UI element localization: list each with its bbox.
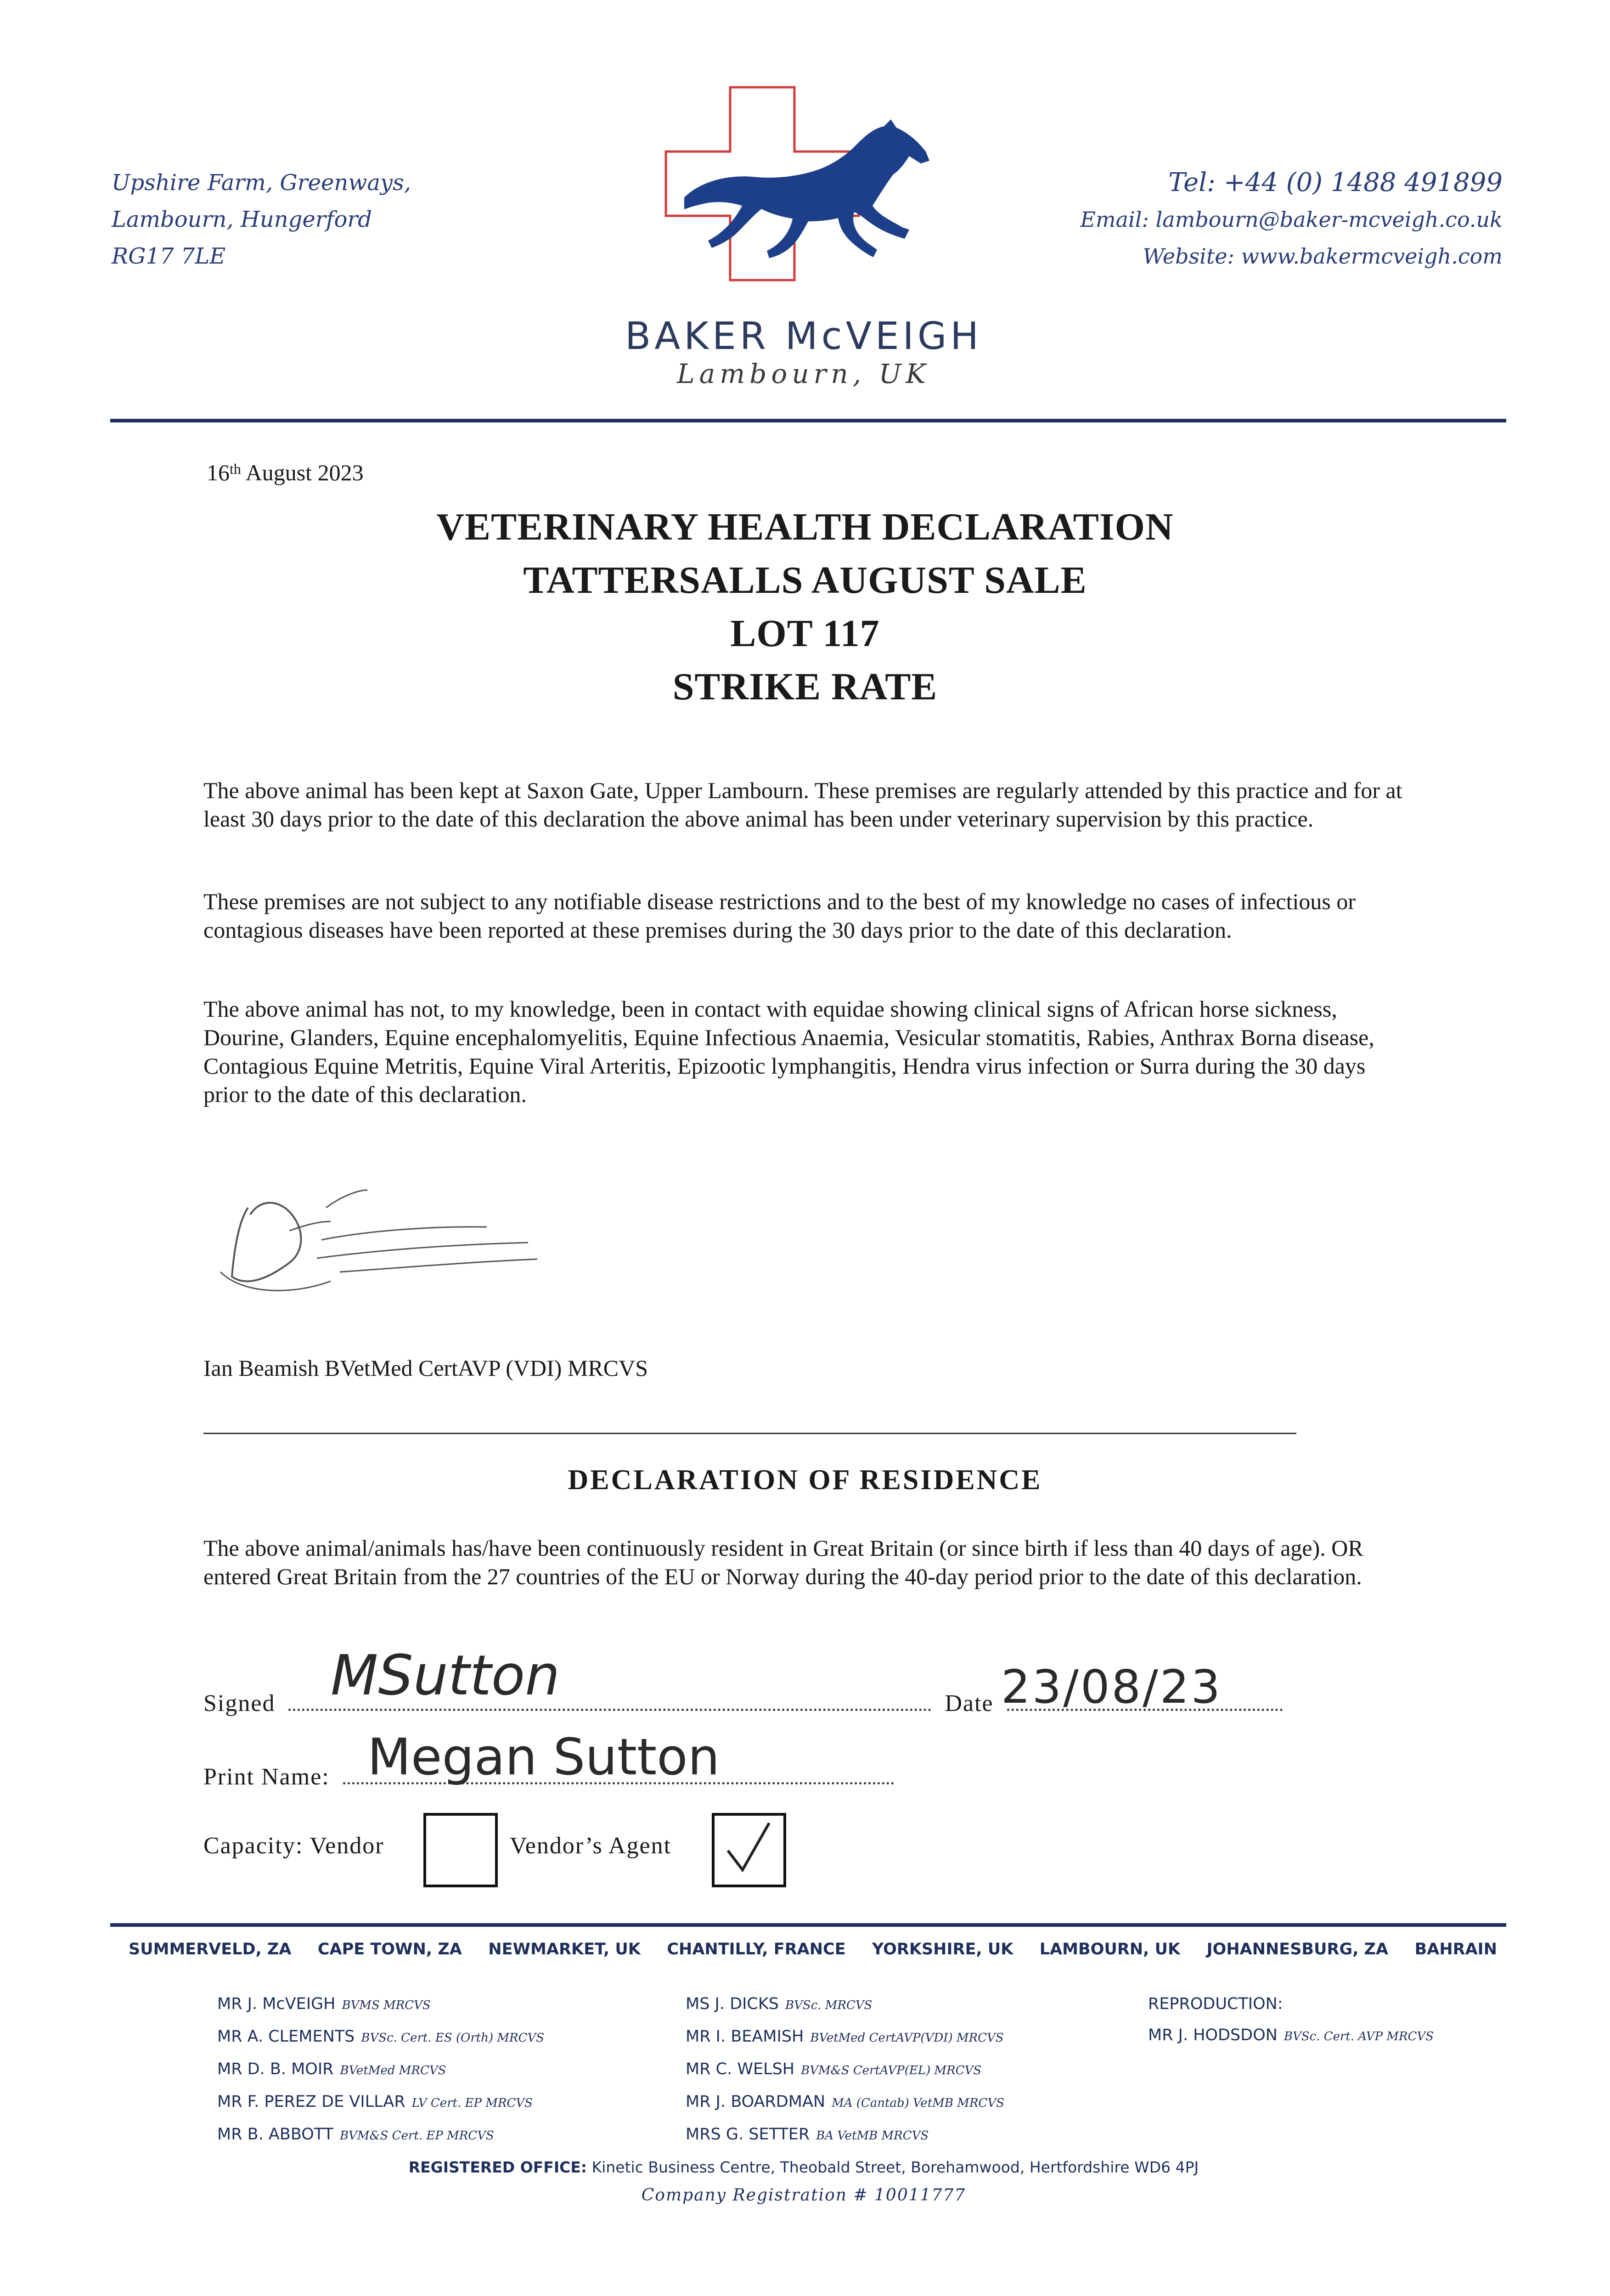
title-line: STRIKE RATE [672,665,938,708]
practice-address [112,164,525,275]
office-locations [129,1940,1497,1958]
website-address: Website: www.bakermcveigh.com [1143,244,1503,269]
staff-column-reproduction [1148,1988,1434,2052]
staff-member: MR I. BEAMISH BVetMed CertAVP(VDI) MRCVS [686,2027,1004,2046]
staff-member: MR J. BOARDMAN MA (Cantab) VetMB MRCVS [686,2093,1004,2111]
staff-member: MR C. WELSH BVM&S CertAVP(EL) MRCVS [686,2060,982,2078]
brand-location: Lambourn, UK [677,358,930,389]
address-line: Lambourn, Hungerford [112,207,372,232]
horse-icon [684,119,929,258]
address-line: RG17 7LE [112,243,226,269]
declaration-date: 16th August 2023 [207,460,364,485]
office-location: SUMMERVELD, ZA [129,1940,292,1958]
office-location: CHANTILLY, FRANCE [667,1940,846,1958]
handwritten-print-name: Megan Sutton [367,1728,720,1786]
title-line: LOT 117 [730,612,880,655]
office-location: LAMBOURN, UK [1039,1940,1181,1958]
baker-mcveigh-logo [615,83,974,285]
reproduction-label: REPRODUCTION: [1148,1995,1283,2013]
staff-member: MR F. PEREZ DE VILLAR LV Cert. EP MRCVS [217,2093,533,2111]
check-icon [719,1818,778,1878]
address-line: Upshire Farm, Greenways, [112,170,411,196]
header-divider [110,419,1506,422]
capacity-vendor-label: Capacity: Vendor [203,1833,384,1859]
vendor-agent-label: Vendor’s Agent [510,1833,672,1859]
residence-title: DECLARATION OF RESIDENCE [568,1464,1042,1496]
handwritten-date: 23/08/23 [1001,1660,1222,1714]
staff-member: MS J. DICKS BVSc. MRCVS [686,1995,873,2013]
vet-signature [193,1157,597,1304]
company-registration: Company Registration # 10011777 [641,2186,966,2205]
staff-member: MR B. ABBOTT BVM&S Cert. EP MRCVS [217,2125,494,2144]
staff-member: MR J. HODSDON BVSc. Cert. AVP MRCVS [1148,2026,1434,2044]
brand-name: BAKER McVEIGH [625,315,983,358]
capacity-row [203,1832,384,1859]
practice-contact [951,164,1503,275]
registered-office: REGISTERED OFFICE: Kinetic Business Centre, Theobald Street, Borehamwood, Hertfordshire WD6 4PJ [408,2158,1199,2176]
office-location: NEWMARKET, UK [488,1940,641,1958]
print-name-label: Print Name: [203,1764,330,1790]
paragraph-disease-restrictions: These premises are not subject to any notifiable disease restrictions and to the best of my knowledge no cases of infectious or contagious diseases have been reported at these premises during the 30 days prior to the date of this declaration. [203,889,1356,943]
staff-member: MRS G. SETTER BA VetMB MRCVS [686,2125,929,2144]
handwritten-signature: MSutton [331,1644,560,1708]
section-divider [203,1433,1296,1434]
staff-column-1 [217,1988,544,2151]
paragraph-supervision: The above animal has been kept at Saxon Gate, Upper Lambourn. These premises are regularly attended by this practice and for at least 30 days prior to the date of this declaration the above animal has been under veterinary supervision by this practice. [203,777,1402,832]
office-location: YORKSHIRE, UK [872,1940,1013,1958]
vendor-checkbox[interactable] [423,1813,498,1887]
staff-member: MR D. B. MOIR BVetMed MRCVS [217,2060,446,2078]
staff-member: MR J. McVEIGH BVMS MRCVS [217,1995,431,2013]
signer-name: Ian Beamish BVetMed CertAVP (VDI) MRCVS [203,1355,648,1381]
signed-label: Signed [203,1690,276,1716]
staff-member: MR A. CLEMENTS BVSc. Cert. ES (Orth) MRCVS [217,2027,545,2046]
office-location: BAHRAIN [1414,1940,1497,1958]
title-line: VETERINARY HEALTH DECLARATION [436,506,1174,548]
paragraph-residence: The above animal/animals has/have been continuously resident in Great Britain (or since birth if less than 40 days of age). OR entered Great Britain from the 27 countries of the EU or Norway during the 40-day period prior to the date of this declaration. [203,1535,1363,1589]
document-title [346,501,1264,714]
staff-column-2 [686,1988,1004,2151]
office-location: JOHANNESBURG, ZA [1206,1940,1389,1958]
phone-number: Tel: +44 (0) 1488 491899 [1168,168,1503,197]
email-address: Email: lambourn@baker-mcveigh.co.uk [1080,207,1503,232]
date-label: Date [945,1690,994,1716]
paragraph-contact-diseases: The above animal has not, to my knowledge, been in contact with equidae showing clinical signs of African horse sickness, Dourine, Glanders, Equine encephalomyelitis, Equine Infectious Anaemia, Vesicular stomatitis, Rabies, Anthrax Borna disease, Contagious Equine Metritis, Equine Viral Arteritis, Epizootic lymphangitis, Hendra virus infection or Surra during the 30 days prior to the date of this declaration. [203,996,1374,1107]
title-line: TATTERSALLS AUGUST SALE [523,559,1087,602]
footer-divider [110,1923,1506,1927]
office-location: CAPE TOWN, ZA [317,1940,462,1958]
